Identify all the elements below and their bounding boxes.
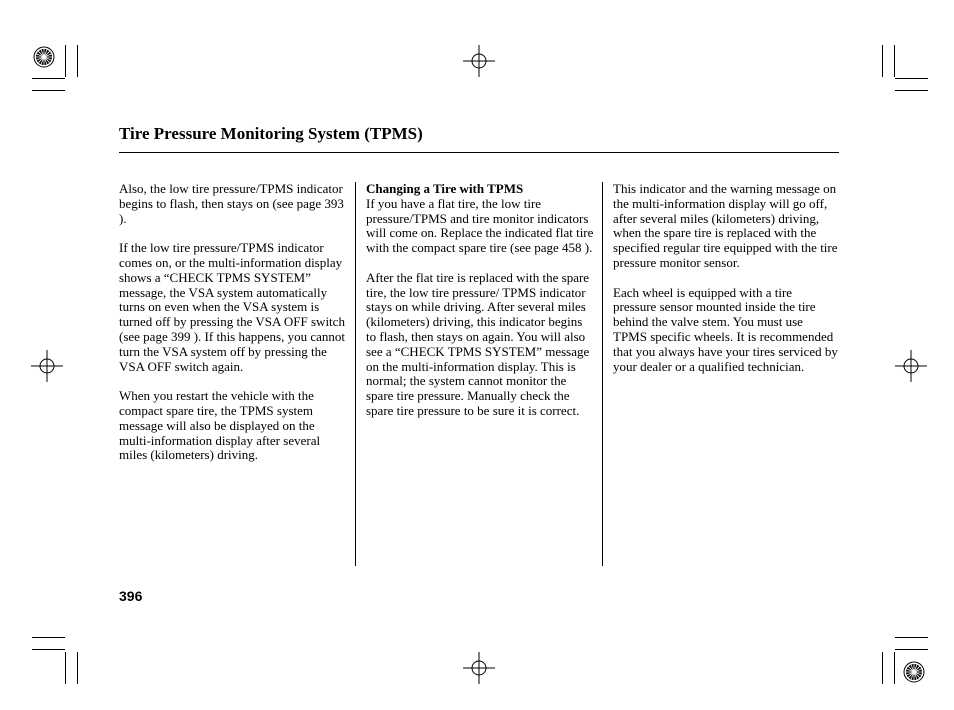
text-column-3: [613, 182, 838, 389]
paragraph: Also, the low tire pressure/TPMS indicator begins to flash, then stays on (see page 393 ).: [119, 181, 344, 226]
paragraph: If the low tire pressure/TPMS indicator comes on, or the multi-information display shows a “CHECK TPMS SYSTEM” message, the VSA system automatically turns on even when the VSA system is turned off by pressing the VSA OFF switch (see page 399 ). If this happens, you cannot turn the VSA system off by pressing the VSA OFF switch again.: [119, 240, 345, 374]
crop-mark: [895, 78, 928, 79]
starburst-icon: [33, 46, 55, 68]
crop-mark: [32, 78, 65, 79]
paragraph: After the flat tire is replaced with the spare tire, the low tire pressure/ TPMS indicator stays on while driving. After several miles (kilometers) driving, this indicator begins to flash, then stays on again. You will also see a “CHECK TPMS SYSTEM” message on the multi-information display. This is normal; the system cannot monitor the spare tire pressure. Manually check the spare tire pressure to be sure it is correct.: [366, 269, 590, 418]
crop-mark: [895, 90, 928, 91]
title-rule: [119, 152, 839, 153]
text-column-1: [119, 182, 347, 478]
crop-mark: [65, 45, 66, 77]
text-column-2: [366, 182, 594, 434]
registration-mark-icon: [462, 44, 496, 78]
crop-mark: [895, 637, 928, 638]
crop-mark: [894, 652, 895, 684]
crop-mark: [77, 652, 78, 684]
crop-mark: [32, 90, 65, 91]
column-divider: [602, 182, 603, 566]
crop-mark: [895, 649, 928, 650]
section: [366, 182, 594, 256]
crop-mark: [882, 45, 883, 77]
page-title: Tire Pressure Monitoring System (TPMS): [119, 124, 423, 143]
crop-mark: [882, 652, 883, 684]
paragraph: When you restart the vehicle with the compact spare tire, the TPMS system message will also be displayed on the multi-information display after several miles (kilometers) driving.: [119, 388, 321, 463]
starburst-icon: [903, 661, 925, 683]
crop-mark: [65, 652, 66, 684]
registration-mark-icon: [894, 349, 928, 383]
crop-mark: [894, 45, 895, 77]
paragraph: If you have a flat tire, the low tire pressure/TPMS and tire monitor indicators will come on. Replace the indicated flat tire with the compact spare tire (see page 458 ).: [366, 195, 594, 256]
crop-mark: [77, 45, 78, 77]
page-number: 396: [119, 588, 143, 604]
section-heading: Changing a Tire with TPMS: [366, 181, 524, 196]
crop-mark: [32, 649, 65, 650]
crop-mark: [32, 637, 65, 638]
paragraph: This indicator and the warning message on the multi-information display will go off, after several miles (kilometers) driving, when the spare tire is replaced with the specified regular tire equipped with the tire pressure monitor sensor.: [613, 181, 838, 270]
column-divider: [355, 182, 356, 566]
paragraph: Each wheel is equipped with a tire pressure sensor mounted inside the tire behind the valve stem. You must use TPMS specific wheels. It is recommended that you always have your tires serviced by your dealer or a qualified technician.: [613, 284, 838, 374]
registration-mark-icon: [462, 651, 496, 685]
registration-mark-icon: [30, 349, 64, 383]
